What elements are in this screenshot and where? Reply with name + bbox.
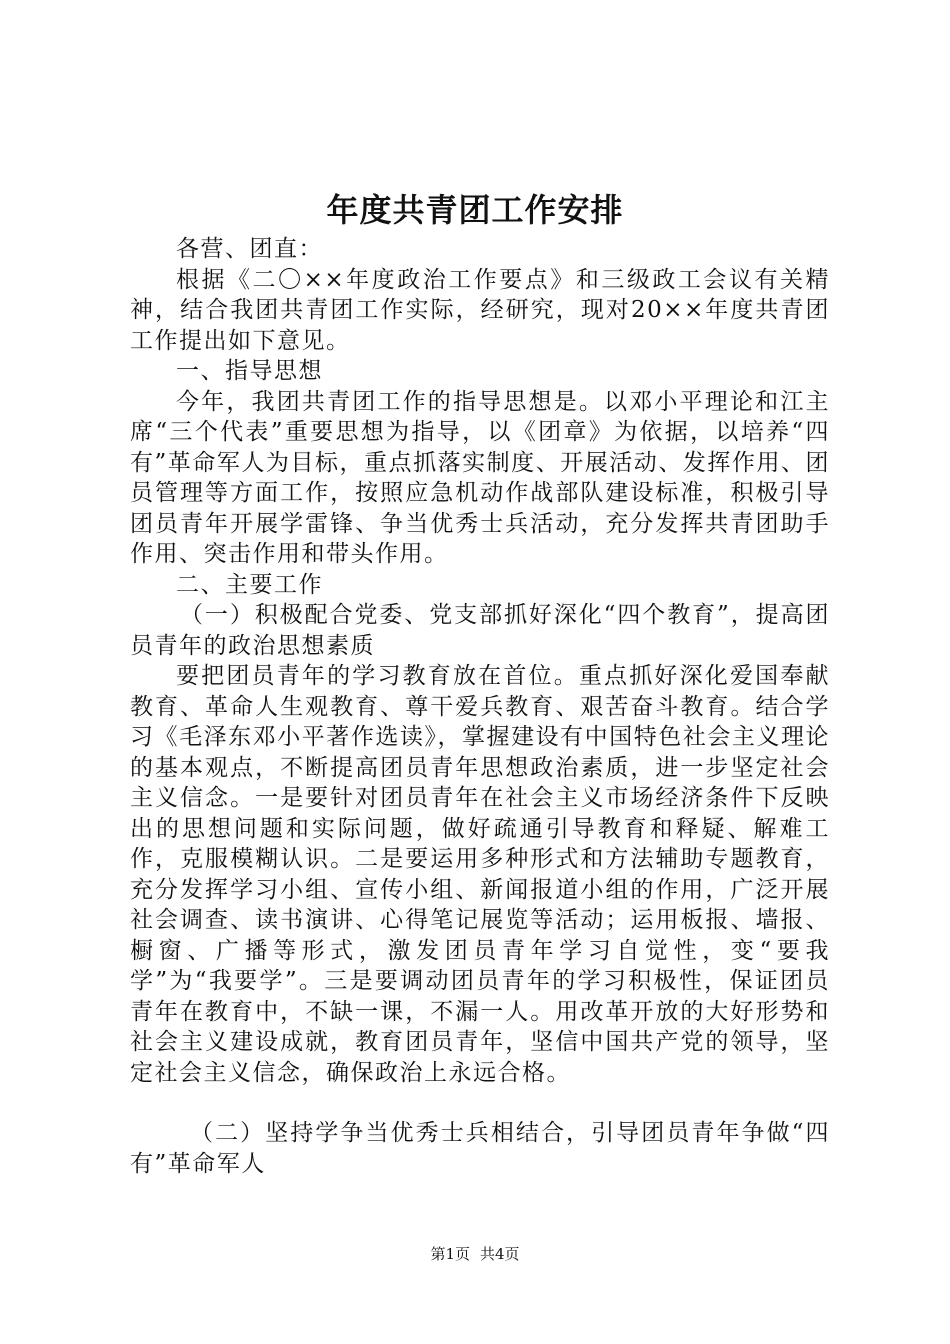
intro-paragraph: 根据《二〇××年度政治工作要点》和三级政工会议有关精神，结合我团共青团工作实际，经研究，现对20××年度共青团工作提出如下意见。: [130, 266, 830, 354]
document-body: [130, 234, 830, 1179]
guiding-ideology-paragraph: 今年，我团共青团工作的指导思想是。以邓小平理论和江主席“三个代表”重要思想为指导，以《团章》为依据，以培养“四有”革命军人为目标，重点抓落实制度、开展活动、发挥作用、团员管理等方面工作，按照应急机动作战部队建设标准，积极引导团员青年开展学雷锋、争当优秀士兵活动，充分发挥共青团助手作用、突击作用和带头作用。: [130, 388, 830, 567]
page-number: 第1页: [430, 1245, 470, 1263]
section-heading-guiding-ideology: 一、指导思想: [176, 358, 323, 384]
subsection-1-paragraph: 要把团员青年的学习教育放在首位。重点抓好深化爱国奉献教育、革命人生观教育、尊干爱兵教育、艰苦奋斗教育。结合学习《毛泽东邓小平著作选读》，掌握建设有中国特色社会主义理论的基本观点，不断提高团员青年思想政治素质，进一步坚定社会主义信念。一是要针对团员青年在社会主义市场经济条件下反映出的思想问题和实际问题，做好疏通引导教育和释疑、解难工作，克服模糊认识。二是要运用多种形式和方法辅助专题教育，充分发挥学习小组、宣传小组、新闻报道小组的作用，广泛开展社会调查、读书演讲、心得笔记展览等活动；运用板报、墙报、橱窗、广播等形式，激发团员青年学习自觉性，变“要我学”为“我要学”。三是要调动团员青年的学习积极性，保证团员青年在教育中，不缺一课，不漏一人。用改革开放的大好形势和社会主义建设成就，教育团员青年，坚信中国共产党的领导，坚定社会主义信念，确保政治上永远合格。: [130, 663, 830, 1086]
subsection-heading-2: （二）坚持学争当优秀士兵相结合，引导团员青年争做“四有”革命军人: [130, 1120, 830, 1177]
document-title: 年度共青团工作安排: [326, 191, 624, 229]
subsection-heading-1: （一）积极配合党委、党支部抓好深化“四个教育”，提高团员青年的政治思想素质: [130, 602, 830, 659]
salutation: 各营、团直：: [176, 236, 323, 262]
page-footer: [0, 1243, 950, 1264]
section-heading-main-work: 二、主要工作: [176, 571, 323, 598]
page-total: 共4页: [480, 1245, 520, 1263]
